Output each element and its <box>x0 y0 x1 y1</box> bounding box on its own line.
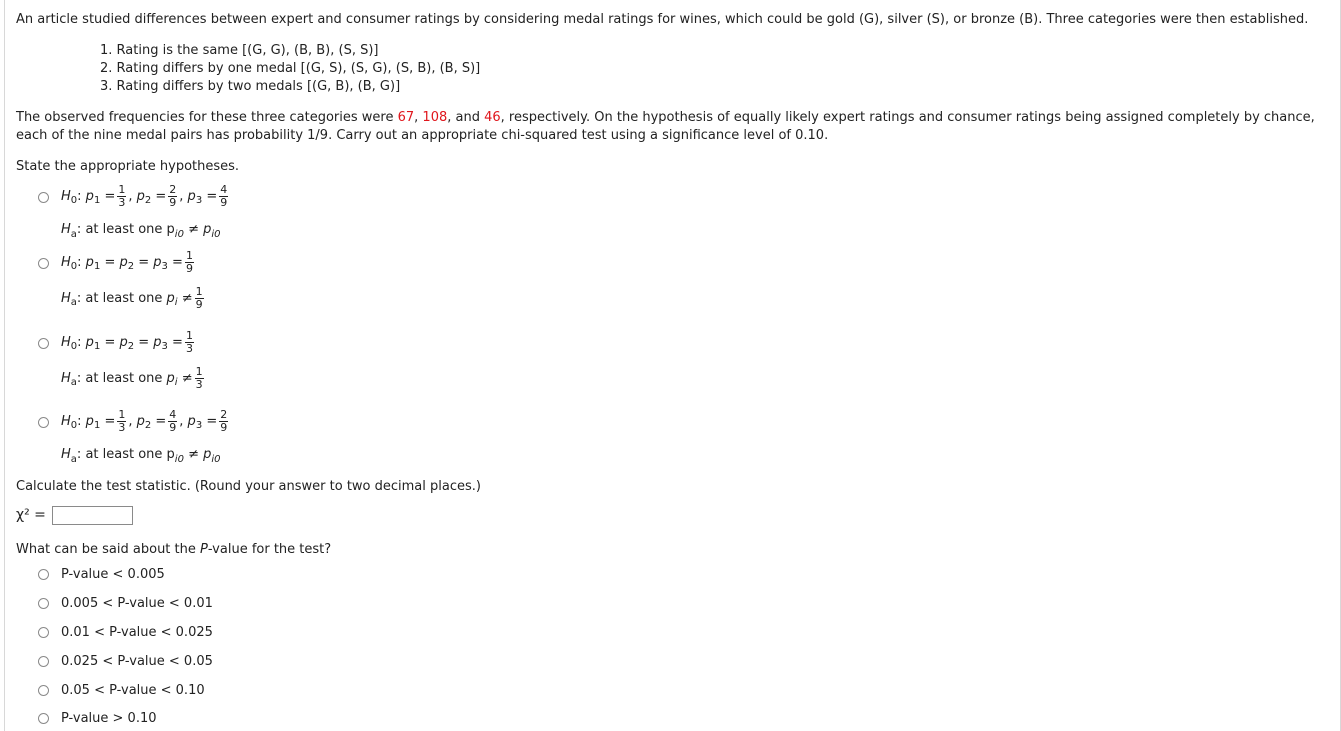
category-3: 3. Rating differs by two medals [(G, B), (B, G)] <box>100 79 401 94</box>
pvalue-option-6-label: P-value > 0.10 <box>61 711 157 726</box>
pvalue-option-4-label: 0.025 < P-value < 0.05 <box>61 654 213 669</box>
pvalue-option-2-radio[interactable] <box>38 598 49 609</box>
pvalue-option-4-radio[interactable] <box>38 656 49 667</box>
observed-value-3: 46 <box>484 110 501 125</box>
hypothesis-option-1-ha: $H_a$: at least one $p_{i0} \ne p_{i0}$ <box>61 222 221 240</box>
hypothesis-option-3-h0: H 0 : p 1 = p 2 = p 3 = $\frac{1}{3}$ <box>61 329 193 355</box>
pvalue-option-1-radio[interactable] <box>38 569 49 580</box>
pvalue-option-5-radio[interactable] <box>38 685 49 696</box>
category-2: 2. Rating differs by one medal [(G, S), (S, G), (S, B), (B, S)] <box>100 61 481 76</box>
pvalue-option-5-label: 0.05 < P-value < 0.10 <box>61 683 205 698</box>
hypothesis-option-2-ha: H a : at least one p i ≠ $\frac{1}{9}$ <box>61 285 203 311</box>
hypothesis-option-3-radio[interactable] <box>38 338 49 349</box>
observed-line-1: The observed frequencies for these three categories were 67, 108, and 46, respectively. On the hypothesis of equally likely expert ratings and consumer ratings being assigned completely by chance, <box>16 110 1315 125</box>
pvalue-option-1-label: P-value < 0.005 <box>61 567 165 582</box>
hypothesis-option-2-radio[interactable] <box>38 258 49 269</box>
observed-value-2: 108 <box>422 110 448 125</box>
intro-text: An article studied differences between expert and consumer ratings by considering medal ratings for wines, which could be gold (G), silver (S), or bronze (B). Three categories were then established. <box>16 12 1309 27</box>
hypothesis-option-1-radio[interactable] <box>38 192 49 203</box>
hypothesis-option-3-ha: H a : at least one p i ≠ $\frac{1}{3}$ <box>61 365 203 391</box>
chi-squared-input[interactable] <box>52 506 133 525</box>
hypothesis-option-4-h0: H 0 : p 1 = $\frac{1}{3}$ , p 2 = $\frac{4}{9}$ , p 3 = $\frac{2}{9}$ <box>61 408 228 434</box>
pvalue-prompt: What can be said about the P-value for the test? <box>16 542 332 557</box>
pvalue-option-6-radio[interactable] <box>38 713 49 724</box>
pvalue-option-3-radio[interactable] <box>38 627 49 638</box>
observed-line-2: each of the nine medal pairs has probability 1/9. Carry out an appropriate chi-squared test using a significance level of 0.10. <box>16 128 829 143</box>
statistic-prompt: Calculate the test statistic. (Round your answer to two decimal places.) <box>16 479 481 494</box>
pvalue-option-3-label: 0.01 < P-value < 0.025 <box>61 625 213 640</box>
pvalue-option-2-label: 0.005 < P-value < 0.01 <box>61 596 213 611</box>
hypothesis-option-4-radio[interactable] <box>38 417 49 428</box>
hypothesis-option-2-h0: H 0 : p 1 = p 2 = p 3 = $\frac{1}{9}$ <box>61 249 193 275</box>
chi-squared-label: χ² = <box>16 507 46 523</box>
category-1: 1. Rating is the same [(G, G), (B, B), (S, S)] <box>100 43 379 58</box>
hypotheses-prompt: State the appropriate hypotheses. <box>16 159 240 174</box>
hypothesis-option-4-ha: $H_a$: at least one $p_{i0} \ne p_{i0}$ <box>61 447 221 465</box>
hypothesis-option-1-h0: H 0 : p 1 = $\frac{1}{3}$ , p 2 = $\frac{2}{9}$ , p 3 = $\frac{4}{9}$ <box>61 183 228 209</box>
observed-value-1: 67 <box>397 110 415 125</box>
